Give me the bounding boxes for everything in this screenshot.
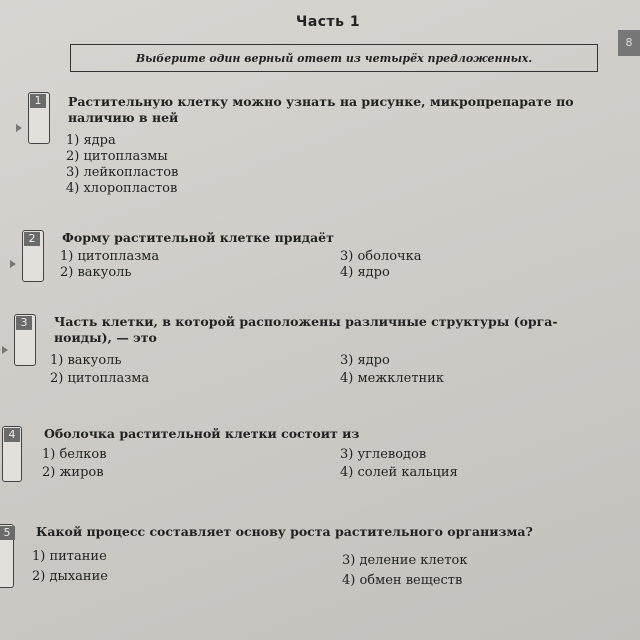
question-5-option-3: 3) деление клеток [342,553,468,568]
instruction-box [70,44,598,72]
question-4-option-1: 1) белков [42,447,107,462]
answer-box-3[interactable] [14,314,36,366]
question-5-option-2: 2) дыхание [32,569,108,584]
arrow-marker-icon [16,124,22,132]
question-2-option-1: 1) цитоплазма [60,249,160,264]
question-1-option-1: 1) ядра [66,133,116,148]
question-number-1: 1 [30,94,46,108]
question-4-option-3: 3) углеводов [340,447,427,462]
question-3-option-3: 3) ядро [340,353,390,368]
question-1-option-3: 3) лейкопластов [66,165,179,180]
question-4-text [44,426,604,442]
instruction-text: Выберите один верный ответ из четырёх предложенных. [135,51,533,65]
question-3-option-2: 2) цитоплазма [50,371,150,386]
question-5-line-1: Какой процесс составляет основу роста растительного организма? [36,524,533,539]
question-4-option-2: 2) жиров [42,465,104,480]
question-2-option-4: 4) ядро [340,265,390,280]
arrow-marker-icon [2,346,8,354]
answer-box-1[interactable] [28,92,50,144]
question-4-option-4: 4) солей кальция [340,465,458,480]
question-2-text [62,230,602,246]
question-3-line-2: ноиды), — это [54,330,157,345]
question-number-5: 5 [0,526,15,540]
part-title: Часть 1 [296,14,361,30]
question-4-line-1: Оболочка растительной клетки состоит из [44,426,360,441]
question-number-4: 4 [4,428,20,442]
question-2-option-2: 2) вакуоль [60,265,132,280]
question-2-option-3: 3) оболочка [340,249,422,264]
question-number-3: 3 [16,316,32,330]
question-3-option-1: 1) вакуоль [50,353,122,368]
question-2-line-1: Форму растительной клетке придаёт [62,230,334,245]
corner-page-mark: 8 [618,30,640,56]
arrow-marker-icon [10,260,16,268]
question-3-text [54,314,624,346]
answer-box-4[interactable] [2,426,22,482]
question-1-option-2: 2) цитоплазмы [66,149,168,164]
question-1-text [68,94,608,126]
question-1-line-2: наличию в ней [68,110,179,125]
answer-box-5[interactable] [0,524,14,588]
question-5-option-4: 4) обмен веществ [342,573,463,588]
question-3-line-1: Часть клетки, в которой расположены различные структуры (орга- [54,314,558,329]
question-5-option-1: 1) питание [32,549,107,564]
question-5-text [36,524,626,540]
question-number-2: 2 [24,232,40,246]
answer-box-2[interactable] [22,230,44,282]
question-1-line-1: Растительную клетку можно узнать на рисунке, микропрепарате по [68,94,574,109]
question-3-option-4: 4) межклетник [340,371,444,386]
question-1-option-4: 4) хлоропластов [66,181,178,196]
